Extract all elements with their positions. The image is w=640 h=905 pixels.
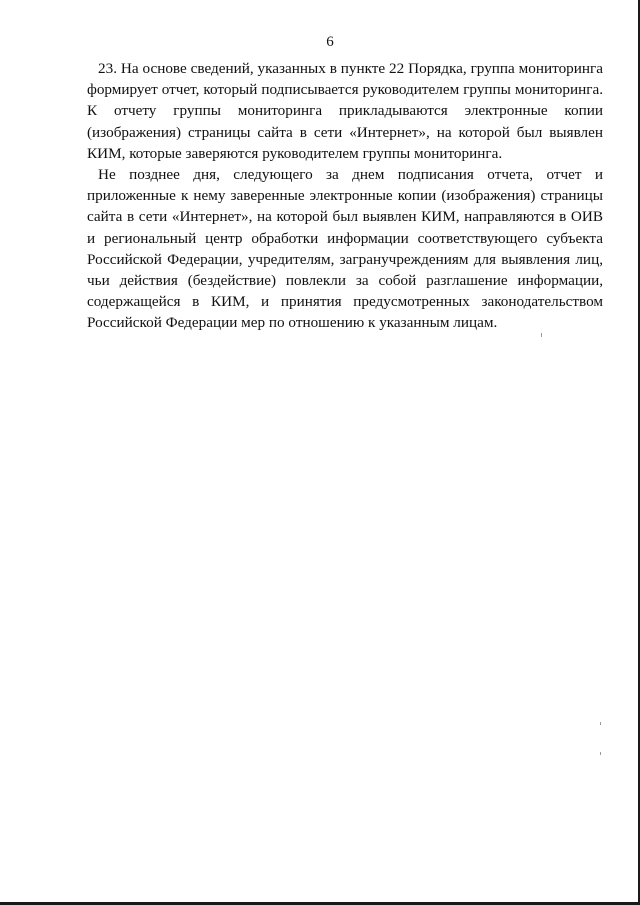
page-number: 6 xyxy=(326,34,334,50)
paragraph-23: 23. На основе сведений, указанных в пункте 22 Порядка, группа мониторинга формирует отчет, который подписывается руководителем группы мониторинга. К отчету группы мониторинга прикладываются электронные копии (изображения) страницы сайта в сети «Интернет», на которой был выявлен КИМ, которые заверяются руководителем группы мониторинга. xyxy=(87,60,603,162)
scan-speck xyxy=(600,722,601,725)
paragraph-deadline: Не позднее дня, следующего за днем подписания отчета, отчет и приложенные к нему заверенные электронные копии (изображения) страницы сайта в сети «Интернет», на которой был выявлен КИМ, направляются в ОИВ и региональный центр обработки информации соответствующего субъекта Российской Федерации, учредителям, загранучреждениям для выявления лиц, чьи действия (бездействие) повлекли за собой разглашение информации, содержащейся в КИМ, и принятия предусмотренных законодательством Российской Федерации мер по отношению к указанным лицам. xyxy=(87,166,603,332)
scan-speck xyxy=(541,333,542,337)
document-body xyxy=(87,58,603,334)
scan-speck xyxy=(600,752,601,755)
